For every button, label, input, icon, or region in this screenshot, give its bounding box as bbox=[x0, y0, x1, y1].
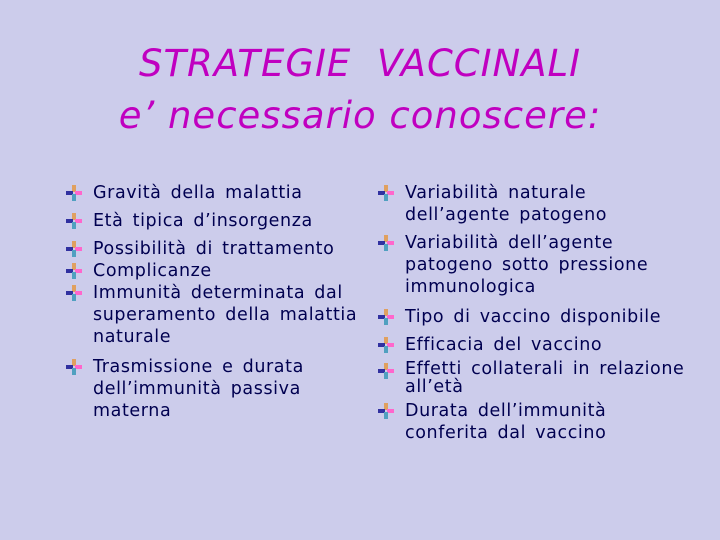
list-item-text: Durata dell’immunità conferita dal vaccino bbox=[405, 401, 607, 443]
right-bullet-list bbox=[378, 182, 688, 444]
list-item bbox=[66, 282, 366, 348]
list-item-text: Variabilità dell’agente patogeno sotto pressione immunologica bbox=[405, 233, 649, 297]
list-item bbox=[66, 210, 366, 232]
list-item bbox=[378, 232, 688, 298]
list-item-text: Età tipica d’insorgenza bbox=[93, 211, 313, 231]
list-item-text: Complicanze bbox=[93, 261, 212, 281]
list-item bbox=[378, 360, 688, 396]
list-item bbox=[66, 356, 366, 422]
title-line-2: e’ necessario conoscere: bbox=[118, 94, 602, 137]
list-item bbox=[66, 182, 366, 204]
quad-color-bullet-icon bbox=[378, 403, 394, 419]
title-line-1: STRATEGIE VACCINALI bbox=[138, 42, 582, 85]
slide-title bbox=[0, 38, 720, 142]
quad-color-bullet-icon bbox=[378, 185, 394, 201]
quad-color-bullet-icon bbox=[378, 363, 394, 379]
list-item bbox=[378, 400, 688, 444]
quad-color-bullet-icon bbox=[66, 263, 82, 279]
list-item-text: Possibilità di trattamento bbox=[93, 239, 335, 259]
list-item bbox=[378, 334, 688, 356]
list-item bbox=[66, 260, 366, 282]
list-item bbox=[378, 182, 688, 226]
quad-color-bullet-icon bbox=[378, 337, 394, 353]
quad-color-bullet-icon bbox=[66, 285, 82, 301]
quad-color-bullet-icon bbox=[378, 235, 394, 251]
list-item-text: Gravità della malattia bbox=[93, 183, 303, 203]
quad-color-bullet-icon bbox=[378, 309, 394, 325]
list-item-text: Effetti collaterali in relazione all’età bbox=[405, 359, 685, 397]
list-item bbox=[378, 306, 688, 328]
quad-color-bullet-icon bbox=[66, 185, 82, 201]
list-item-text: Efficacia del vaccino bbox=[405, 335, 603, 355]
left-bullet-list bbox=[66, 182, 366, 422]
quad-color-bullet-icon bbox=[66, 213, 82, 229]
list-item-text: Immunità determinata dal superamento della malattia naturale bbox=[93, 283, 358, 347]
quad-color-bullet-icon bbox=[66, 241, 82, 257]
list-item-text: Tipo di vaccino disponibile bbox=[405, 307, 662, 327]
list-item-text: Variabilità naturale dell’agente patogeno bbox=[405, 183, 608, 225]
list-item bbox=[66, 238, 366, 260]
quad-color-bullet-icon bbox=[66, 359, 82, 375]
list-item-text: Trasmissione e durata dell’immunità passiva materna bbox=[93, 357, 304, 421]
